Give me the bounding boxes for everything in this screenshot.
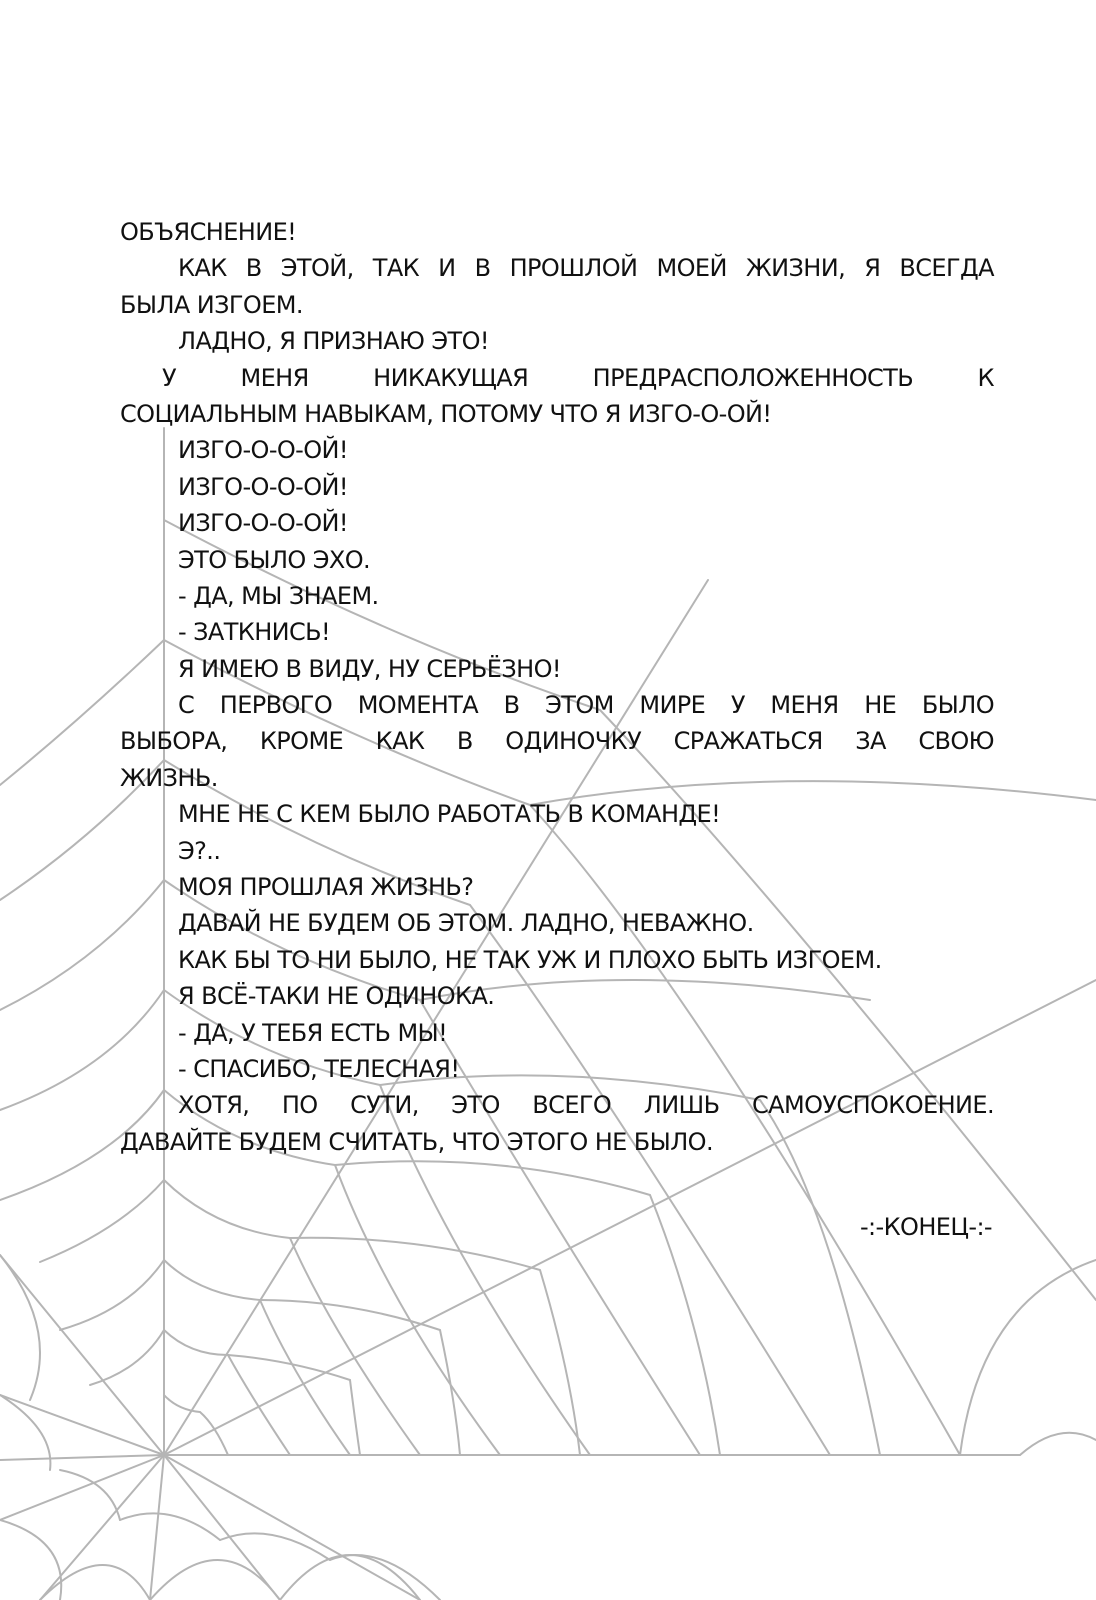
text-line: Э?.. bbox=[178, 836, 221, 865]
text-line: С ПЕРВОГО МОМЕНТА В ЭТОМ МИРЕ У МЕНЯ НЕ БЫЛО bbox=[178, 691, 994, 720]
text-line: ИЗГО-О-О-ОЙ! bbox=[178, 509, 348, 538]
text-line: - ДА, МЫ ЗНАЕМ. bbox=[178, 581, 379, 610]
text-line: Я ВСЁ-ТАКИ НЕ ОДИНОКА. bbox=[178, 982, 495, 1011]
text-line: ДАВАЙ НЕ БУДЕМ ОБ ЭТОМ. ЛАДНО, НЕВАЖНО. bbox=[178, 909, 754, 938]
text-line: ИЗГО-О-О-ОЙ! bbox=[178, 472, 348, 501]
text-line: - ЗАТКНИСЬ! bbox=[178, 618, 331, 647]
text-line: ЭТО БЫЛО ЭХО. bbox=[178, 545, 371, 574]
text-line: СОЦИАЛЬНЫМ НАВЫКАМ, ПОТОМУ ЧТО Я ИЗГО-О-ОЙ! bbox=[120, 399, 772, 428]
text-line: ОБЪЯСНЕНИЕ! bbox=[120, 218, 297, 246]
text-line: КАК БЫ ТО НИ БЫЛО, НЕ ТАК УЖ И ПЛОХО БЫТЬ ИЗГОЕМ. bbox=[178, 945, 882, 974]
text-line: - ДА, У ТЕБЯ ЕСТЬ МЫ! bbox=[178, 1018, 448, 1047]
text-line: Я ИМЕЮ В ВИДУ, НУ СЕРЬЁЗНО! bbox=[178, 654, 561, 683]
end-mark: -:-КОНЕЦ-:- bbox=[860, 1213, 992, 1241]
text-line: БЫЛА ИЗГОЕМ. bbox=[120, 290, 303, 319]
text-line: МНЕ НЕ С КЕМ БЫЛО РАБОТАТЬ В КОМАНДЕ! bbox=[178, 800, 721, 829]
text-line: ВЫБОРА, КРОМЕ КАК В ОДИНОЧКУ СРАЖАТЬСЯ ЗА СВОЮ bbox=[120, 727, 994, 756]
text-line: У МЕНЯ НИКАКУЩАЯ ПРЕДРАСПОЛОЖЕННОСТЬ К bbox=[162, 363, 994, 392]
text-line: ДАВАЙТЕ БУДЕМ СЧИТАТЬ, ЧТО ЭТОГО НЕ БЫЛО. bbox=[120, 1127, 713, 1156]
text-line: ИЗГО-О-О-ОЙ! bbox=[178, 436, 348, 465]
text-line: ХОТЯ, ПО СУТИ, ЭТО ВСЕГО ЛИШЬ САМОУСПОКОЕНИЕ. bbox=[178, 1091, 994, 1120]
text-line: КАК В ЭТОЙ, ТАК И В ПРОШЛОЙ МОЕЙ ЖИЗНИ, Я ВСЕГДА bbox=[178, 254, 994, 283]
text-line: МОЯ ПРОШЛАЯ ЖИЗНЬ? bbox=[178, 873, 474, 902]
story-text bbox=[120, 214, 994, 1160]
text-line: ЛАДНО, Я ПРИЗНАЮ ЭТО! bbox=[178, 327, 489, 356]
text-line: - СПАСИБО, ТЕЛЕСНАЯ! bbox=[178, 1054, 460, 1083]
text-line: ЖИЗНЬ. bbox=[120, 763, 218, 792]
